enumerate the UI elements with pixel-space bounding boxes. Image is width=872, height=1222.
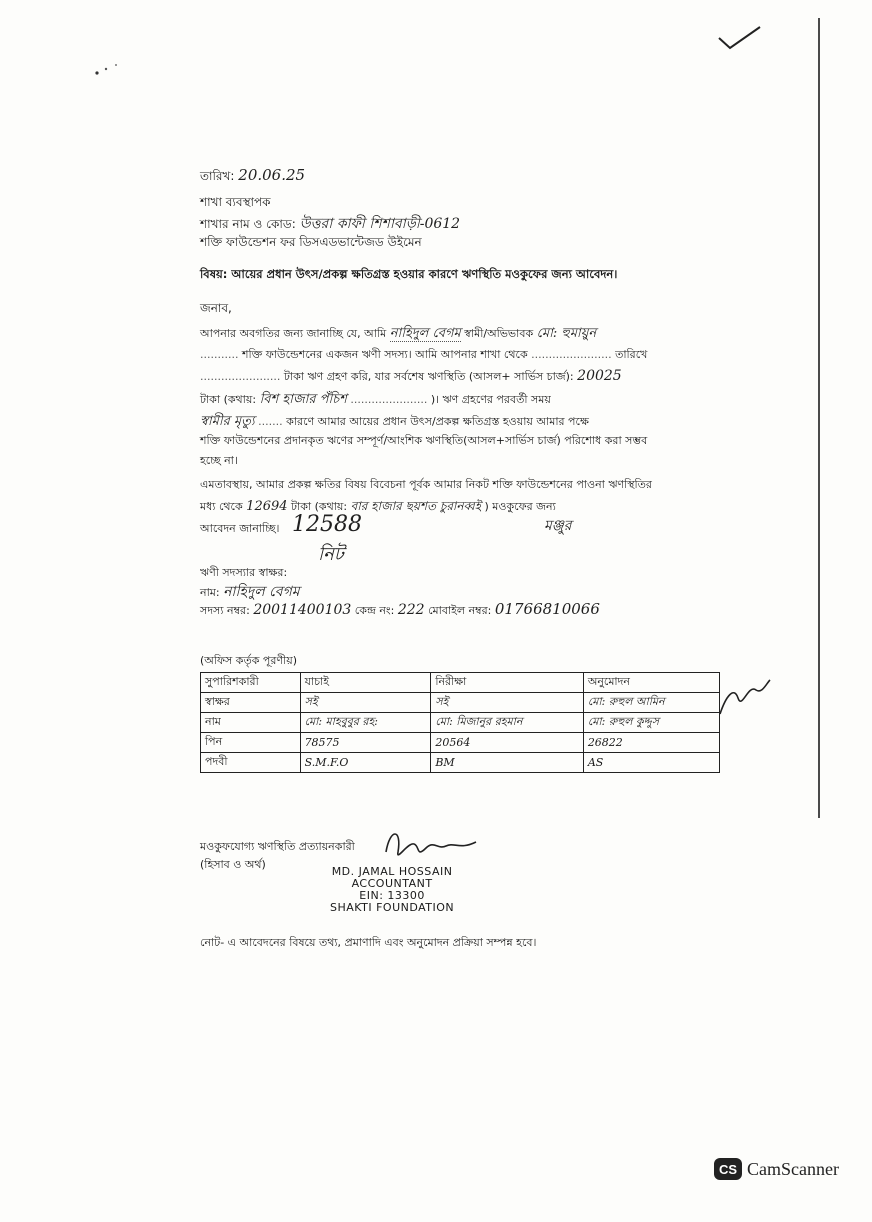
table-row bbox=[201, 713, 720, 733]
para1-line7: হচ্ছে না। bbox=[200, 454, 238, 467]
table-header-cell: অনুমোদন bbox=[583, 673, 719, 693]
para1-line6: শক্তি ফাউন্ডেশনের প্রদানকৃত ঋণের সম্পূর্ণ/আংশিক ঋণস্থিতি(আসল+সার্ভিস চার্জ) পরিশোধ করা সম্ভব bbox=[200, 434, 648, 447]
table-cell: সই bbox=[300, 693, 431, 713]
loss-reason: স্বামীর মৃত্যু bbox=[200, 414, 255, 429]
tick-mark-icon bbox=[716, 24, 762, 52]
para1-text-h: কারণে আমার আয়ের প্রধান উৎস/প্রকল্প ক্ষতিগ্রস্ত হওয়ায় আমার পক্ষে bbox=[286, 415, 589, 428]
branch-value: উত্তরা কাফী শিশাবাড়ী-0612 bbox=[299, 216, 461, 232]
center-no: 222 bbox=[397, 602, 425, 618]
table-cell: মো: মাহবুবুর রহ: bbox=[300, 713, 431, 733]
table-cell: BM bbox=[431, 753, 583, 773]
stamp-ein: EIN: 13300 bbox=[359, 889, 425, 902]
date-label: তারিখ: bbox=[200, 169, 235, 183]
subject-line: বিষয়: আয়ের প্রধান উৎস/প্রকল্প ক্ষতিগ্রস্ত হওয়ার কারণে ঋণস্থিতি মওকুফের জন্য আবেদন। bbox=[200, 267, 618, 281]
stamp-title: ACCOUNTANT bbox=[351, 877, 433, 890]
salutation: জনাব, bbox=[200, 301, 232, 315]
table-cell: মো: রুহুল কুদ্দুস bbox=[583, 713, 719, 733]
outstanding-amount: 20025 bbox=[577, 368, 622, 384]
para1-line2: ........... শক্তি ফাউন্ডেশনের একজন ঋণী সদস্য। আমি আপনার শাখা থেকে ....................... তারিখে bbox=[200, 348, 648, 361]
para2-line3: আবেদন জানাচ্ছি। bbox=[200, 522, 280, 535]
para1-text-b: স্বামী/অভিভাবক bbox=[464, 327, 534, 340]
table-cell: মো: রুহুল আমিন bbox=[583, 693, 719, 713]
branch-line bbox=[200, 212, 460, 236]
member-name-label: নাম: bbox=[200, 586, 220, 599]
para2-text-b: টাকা (কথায়: bbox=[291, 500, 348, 513]
scan-edge-line bbox=[818, 18, 820, 818]
footer-note: নোট- এ আবেদনের বিষয়ে তথ্য, প্রমাণাদি এবং অনুমোদন প্রক্রিয়া সম্পন্ন হবে। bbox=[200, 936, 537, 949]
table-row bbox=[201, 733, 720, 753]
table-header-row bbox=[201, 673, 720, 693]
stamp-name: MD. JAMAL HOSSAIN bbox=[331, 865, 453, 878]
para1-line1 bbox=[200, 324, 596, 345]
member-info-line bbox=[200, 600, 600, 621]
handwritten-net: নিট bbox=[318, 544, 344, 565]
row-label: নাম bbox=[201, 713, 301, 733]
stamp-org: SHAKTI FOUNDATION bbox=[330, 901, 455, 914]
member-name: নাহিদুল বেগম bbox=[223, 584, 300, 600]
camscanner-brand: CamScanner bbox=[747, 1158, 839, 1179]
table-cell: S.M.F.O bbox=[300, 753, 431, 773]
scan-dots bbox=[94, 60, 126, 76]
branch-label: শাখার নাম ও কোড: bbox=[200, 217, 296, 231]
table-row bbox=[201, 693, 720, 713]
mobile-no: 01766810066 bbox=[494, 600, 600, 618]
accountant-stamp bbox=[330, 866, 454, 914]
office-table bbox=[200, 672, 720, 773]
para2-text-c: ) মওকুফের জন্য bbox=[484, 500, 556, 513]
mobile-label: মোবাইল নম্বর: bbox=[428, 604, 492, 617]
amount-in-words: বিশ হাজার পঁচিশ bbox=[259, 392, 347, 407]
office-note: (অফিস কর্তৃক পূরণীয়) bbox=[200, 654, 297, 667]
member-no: 20011400103 bbox=[253, 602, 352, 618]
date-line bbox=[200, 166, 305, 188]
table-cell: 26822 bbox=[583, 733, 719, 753]
applicant-name: নাহিদুল বেগম bbox=[389, 326, 461, 341]
org-name: শক্তি ফাউন্ডেশন ফর ডিসএডভান্টেজড উইমেন bbox=[200, 235, 422, 249]
table-cell: 78575 bbox=[300, 733, 431, 753]
table-header-cell: নিরীক্ষা bbox=[431, 673, 583, 693]
signer-line2: (হিসাব ও অর্থ) bbox=[200, 858, 266, 871]
member-signature-label: ঋণী সদস্যার স্বাক্ষর: bbox=[200, 566, 288, 579]
table-row bbox=[201, 753, 720, 773]
para2-text-a: মধ্য থেকে bbox=[200, 500, 243, 513]
para2-line1: এমতাবস্থায়, আমার প্রকল্প ক্ষতির বিষয় বিবেচনা পূর্বক আমার নিকট শক্তি ফাউন্ডেশনের পাওনা ঋণস্থিতির bbox=[200, 478, 652, 491]
signature-scribble bbox=[716, 676, 772, 720]
para1-text-e: টাকা ঋণ গ্রহণ করি, যার সর্বশেষ ঋণস্থিতি (আসল+ সার্ভিস চার্জ): bbox=[283, 370, 574, 383]
accountant-signature bbox=[380, 822, 480, 866]
table-header-cell: সুপারিশকারী bbox=[201, 673, 301, 693]
table-cell: 20564 bbox=[431, 733, 583, 753]
date-value: 20.06.25 bbox=[238, 166, 306, 184]
para1-line4: টাকা (কথায়: বিশ হাজার পঁচিশ ...................... )। ঋণ গ্রহণের পরবর্তী সময় bbox=[200, 392, 551, 407]
guardian-name: মো: হুমায়ুন bbox=[536, 326, 597, 341]
camscanner-logo-icon: CS bbox=[714, 1158, 742, 1180]
para1-line3: ....................... টাকা ঋণ গ্রহণ করি, যার সর্বশেষ ঋণস্থিতি (আসল+ সার্ভিস চার্জ): 20025 bbox=[200, 368, 622, 384]
row-label: পদবী bbox=[201, 753, 301, 773]
para2-line2 bbox=[200, 498, 556, 518]
handwritten-approved: মঞ্জুর bbox=[544, 518, 572, 534]
handwritten-number: 12588 bbox=[292, 512, 362, 537]
table-header-cell: যাচাই bbox=[300, 673, 431, 693]
para1-text-f: টাকা (কথায়: bbox=[200, 393, 257, 406]
para1-line5: স্বামীর মৃত্যু ....... কারণে আমার আয়ের প্রধান উৎস/প্রকল্প ক্ষতিগ্রস্ত হওয়ায় আমার পক্ষে bbox=[200, 414, 589, 429]
member-no-label: সদস্য নম্বর: bbox=[200, 604, 250, 617]
table-cell: মো: মিজানুর রহমান bbox=[431, 713, 583, 733]
signer-line1: মওকুফযোগ্য ঋণস্থিতি প্রত্যায়নকারী bbox=[200, 840, 355, 853]
waiver-amount: 12694 bbox=[246, 499, 288, 514]
table-cell: সই bbox=[431, 693, 583, 713]
para1-text-d: তারিখে bbox=[615, 348, 648, 361]
table-cell: AS bbox=[583, 753, 719, 773]
camscanner-watermark bbox=[714, 1158, 839, 1180]
waiver-amount-words: বার হাজার ছয়শত চুরানব্বই bbox=[350, 499, 481, 513]
row-label: পিন bbox=[201, 733, 301, 753]
para1-text-c: শক্তি ফাউন্ডেশনের একজন ঋণী সদস্য। আমি আপনার শাখা থেকে bbox=[241, 348, 528, 361]
para1-text-a: আপনার অবগতির জন্য জানাচ্ছি যে, আমি bbox=[200, 327, 387, 340]
addressee: শাখা ব্যবস্থাপক bbox=[200, 195, 271, 209]
para1-text-g: )। ঋণ গ্রহণের পরবর্তী সময় bbox=[430, 393, 551, 406]
row-label: স্বাক্ষর bbox=[201, 693, 301, 713]
center-label: কেন্দ্র নং: bbox=[354, 604, 395, 617]
